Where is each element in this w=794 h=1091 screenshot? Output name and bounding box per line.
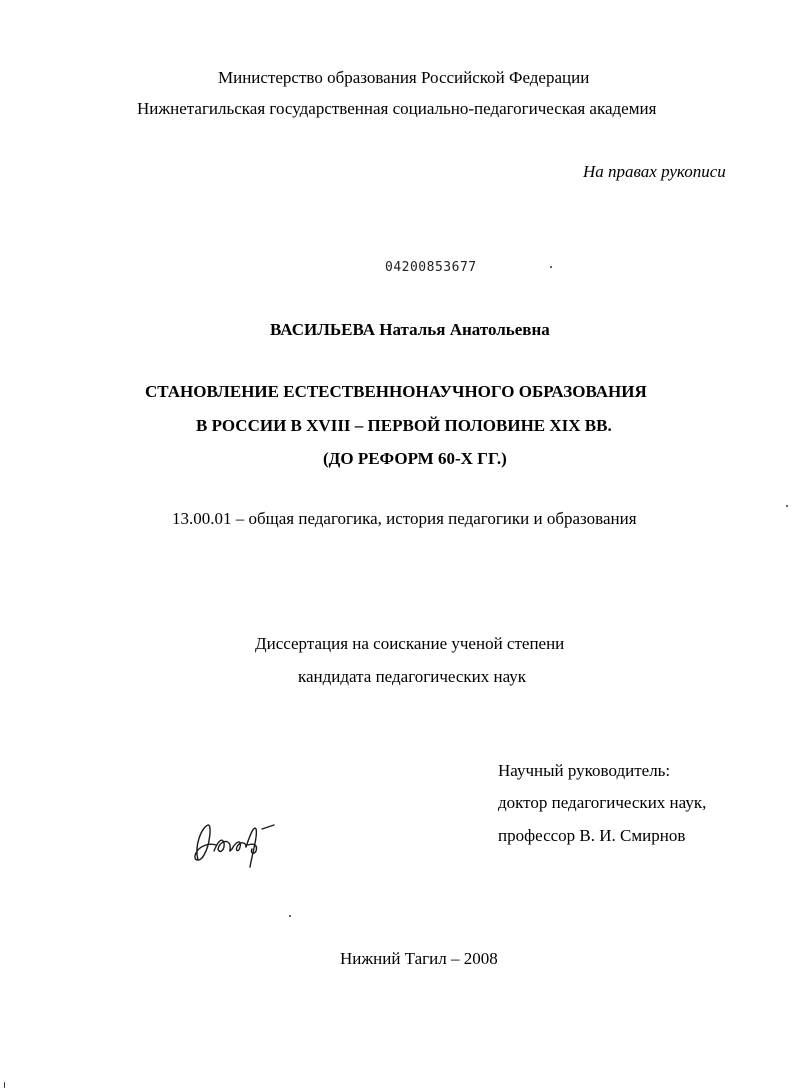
author-name: ВАСИЛЬЕВА Наталья Анатольевна bbox=[270, 320, 550, 339]
scan-mark bbox=[4, 1082, 5, 1088]
supervisor-name: профессор В. И. Смирнов bbox=[498, 826, 686, 845]
scan-dot bbox=[550, 266, 552, 268]
supervisor-heading: Научный руководитель: bbox=[498, 761, 671, 780]
title-line-1: СТАНОВЛЕНИЕ ЕСТЕСТВЕННОНАУЧНОГО ОБРАЗОВАНИЯ bbox=[145, 382, 647, 401]
title-line-2: В РОССИИ В XVIII – ПЕРВОЙ ПОЛОВИНЕ XIX ВВ. bbox=[196, 416, 612, 435]
specialty-line: 13.00.01 – общая педагогика, история педагогики и образования bbox=[172, 509, 637, 528]
scan-dot bbox=[786, 505, 788, 507]
scan-dot bbox=[289, 915, 291, 917]
handwritten-signature bbox=[188, 815, 288, 875]
dissertation-line-1: Диссертация на соискание ученой степени bbox=[255, 634, 565, 653]
supervisor-degree: доктор педагогических наук, bbox=[498, 793, 707, 812]
title-line-3: (ДО РЕФОРМ 60-Х ГГ.) bbox=[323, 449, 507, 468]
manuscript-note: На правах рукописи bbox=[583, 162, 726, 181]
academy-line: Нижнетагильская государственная социально-педагогическая академия bbox=[137, 99, 657, 118]
stamp-number: 04200853677 bbox=[385, 260, 477, 275]
ministry-line: Министерство образования Российской Федерации bbox=[218, 68, 590, 87]
dissertation-line-2: кандидата педагогических наук bbox=[298, 667, 527, 686]
place-year: Нижний Тагил – 2008 bbox=[340, 949, 498, 968]
